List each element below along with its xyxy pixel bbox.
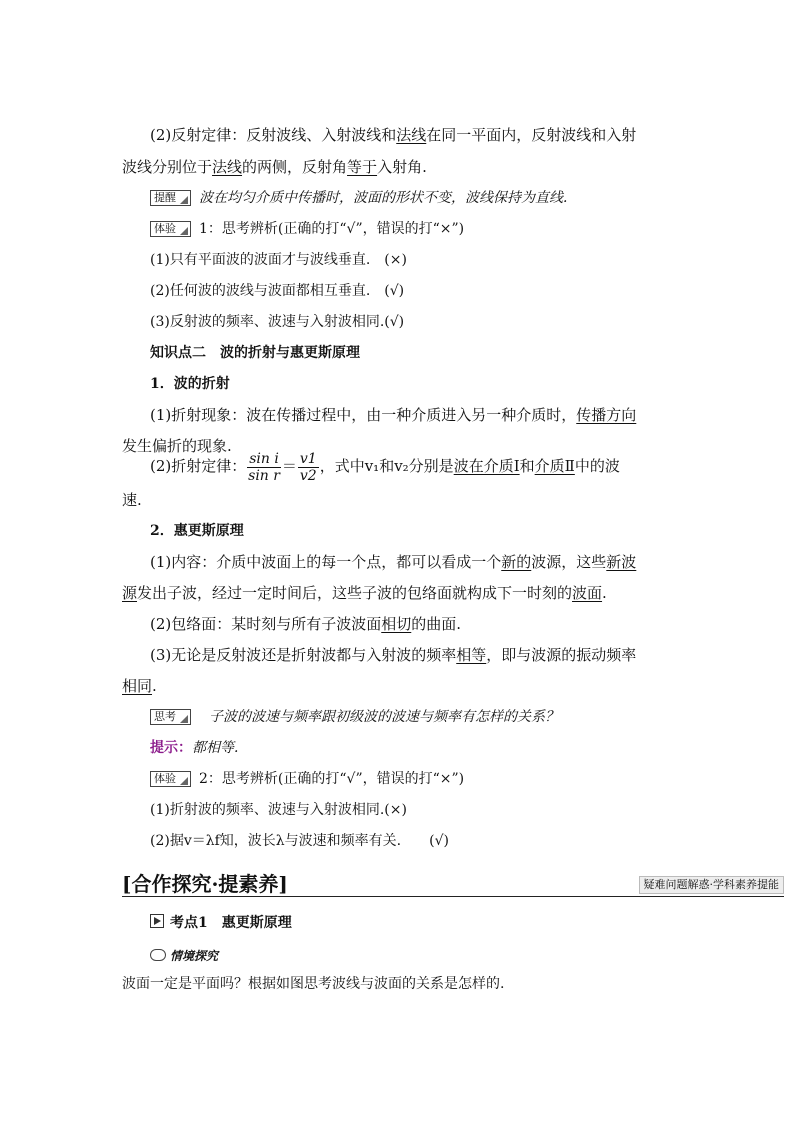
text: .	[602, 584, 607, 602]
underlined-answer: 新的	[501, 553, 532, 571]
think-tag: 思考	[150, 709, 191, 725]
think-text: 子波的波速与频率跟初级波的波速与频率有怎样的关系？	[209, 709, 559, 725]
text: 入射角.	[377, 158, 427, 176]
heading-huygens: 2．惠更斯原理	[150, 523, 244, 539]
text: 的两侧，反射角	[242, 158, 348, 176]
heading-refraction: 1．波的折射	[150, 376, 230, 392]
tip-text: 波在均匀介质中传播时，波面的形状不变，波线保持为直线.	[199, 190, 568, 206]
text: ，即与波源的振动频率	[486, 646, 637, 664]
exp2-item: (2)据v＝λf知，波长λ与波速和频率有关. (√)	[150, 833, 449, 849]
refraction-phenomenon-line1	[150, 405, 680, 425]
text: 波线分别位于	[122, 158, 213, 176]
section-header	[122, 872, 784, 897]
text: 发出子波，经过一定时间后，这些子波的包络面就构成下一时刻的	[137, 584, 573, 602]
refraction-law-line1	[150, 449, 680, 483]
fraction-v	[298, 451, 319, 484]
exp1-item: (2)任何波的波线与波面都相互垂直. (√)	[150, 283, 405, 299]
text: .	[152, 677, 157, 695]
play-icon	[150, 914, 164, 928]
section-title: [合作探究·提素养]	[122, 872, 288, 896]
hint-label: 提示：	[150, 740, 192, 756]
underlined-answer: 相同	[122, 677, 153, 695]
tip-tag: 提醒	[150, 190, 191, 206]
denominator: v2	[299, 467, 317, 484]
text: (1)内容：介质中波面上的每一个点，都可以看成一个	[150, 553, 502, 571]
underlined-answer: 介质Ⅱ	[534, 457, 575, 475]
section-subtitle-badge: 疑难问题解惑·学科素养提能	[639, 876, 785, 894]
knowledge-point-title: 知识点二 波的折射与惠更斯原理	[150, 345, 360, 361]
text: 波源，这些	[531, 553, 607, 571]
frequency-line2	[122, 676, 680, 696]
refraction-phenomenon-line2: 发生偏折的现象.	[122, 437, 232, 455]
text: 的曲面.	[411, 615, 462, 633]
numerator: sin i	[249, 450, 279, 467]
think-line	[150, 707, 680, 727]
underlined-answer: 相切	[381, 615, 412, 633]
reflection-law-line1	[150, 125, 680, 145]
exp1-tag: 体验	[150, 221, 191, 237]
huygens-content-line1	[150, 552, 680, 572]
text: ，式中v₁和v₂分别是	[319, 457, 454, 475]
scene-label: 情境探究	[170, 949, 219, 963]
text: (2)折射定律：	[150, 457, 247, 475]
text: (2)反射定律：反射波线、入射波线和	[150, 126, 397, 144]
exam-point-title	[150, 913, 680, 933]
exp2-title	[150, 769, 680, 789]
denominator: sin r	[248, 467, 280, 484]
text: (3)无论是反射波还是折射波都与入射波的频率	[150, 646, 457, 664]
hint-line	[150, 738, 680, 758]
reflection-law-line2	[122, 157, 680, 177]
hint-text: 都相等.	[192, 740, 239, 756]
lightbulb-icon	[150, 949, 166, 961]
envelope-line	[150, 614, 680, 634]
numerator: v1	[299, 450, 317, 467]
text: 在同一平面内，反射波线和入射	[426, 126, 637, 144]
scene-label-line	[150, 945, 680, 966]
underlined-answer: 源	[122, 584, 138, 602]
refraction-law-line2: 速.	[122, 491, 142, 509]
underlined-answer: 等于	[347, 158, 378, 176]
exp1-title	[150, 219, 680, 239]
underlined-answer: 传播方向	[576, 406, 637, 424]
underlined-answer: 法线	[212, 158, 243, 176]
exp2-item: (1)折射波的频率、波速与入射波相同.(×)	[150, 802, 407, 818]
question-line: 波面一定是平面吗？根据如图思考波线与波面的关系是怎样的.	[122, 976, 505, 992]
huygens-content-line2	[122, 583, 680, 603]
exam-point-text: 考点1 惠更斯原理	[170, 915, 292, 931]
tip-line	[150, 188, 680, 208]
exp1-item: (3)反射波的频率、波速与入射波相同.(√)	[150, 314, 405, 330]
equals: ＝	[281, 457, 297, 475]
text: 中的波	[574, 457, 620, 475]
underlined-answer: 相等	[456, 646, 487, 664]
underlined-answer: 新波	[606, 553, 637, 571]
text: (2)包络面：某时刻与所有子波波面	[150, 615, 382, 633]
text: 和	[519, 457, 535, 475]
exp2-title-text: 2：思考辨析(正确的打“√”，错误的打“×”)	[199, 771, 465, 787]
text: (1)折射现象：波在传播过程中，由一种介质进入另一种介质时，	[150, 406, 577, 424]
underlined-answer: 波面	[572, 584, 603, 602]
underlined-answer: 法线	[396, 126, 427, 144]
frequency-line1	[150, 645, 680, 665]
exp1-item: (1)只有平面波的波面才与波线垂直. (×)	[150, 252, 407, 268]
exp2-tag: 体验	[150, 771, 191, 787]
underlined-answer: 波在介质Ⅰ	[453, 457, 520, 475]
exp1-title-text: 1：思考辨析(正确的打“√”，错误的打“×”)	[199, 221, 465, 237]
fraction-sin	[247, 451, 281, 484]
